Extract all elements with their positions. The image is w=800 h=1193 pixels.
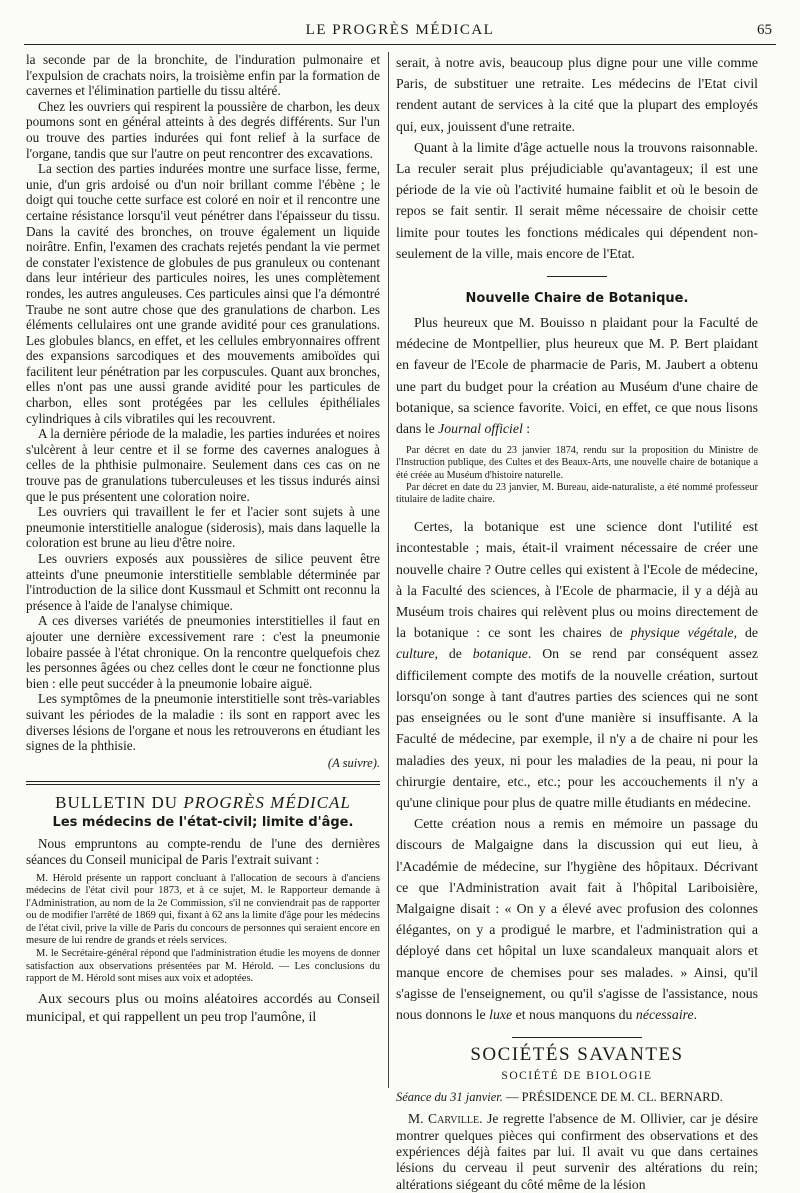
text-run: , de	[434, 646, 462, 662]
session-date: Séance du 31 janvier.	[396, 1090, 503, 1105]
text-run: et nous manquons du	[515, 1006, 633, 1022]
article-paragraph: Les ouvriers exposés aux poussières de silice peuvent être atteints d'une pneumonie interstitielle semblable déterminée par l'introduction de la silice dont Kussmaul et Schmitt ont reconnu la présence à l'aide de l'analyse chimique.	[26, 551, 380, 613]
article-paragraph	[396, 312, 758, 439]
botany-article	[396, 312, 758, 1025]
speaker-name: M. Carville.	[408, 1111, 483, 1127]
text-run: , de	[733, 625, 758, 641]
journal-title: LE PROGRÈS MÉDICAL	[305, 22, 495, 38]
section-rule	[547, 276, 607, 277]
column-divider	[388, 52, 389, 1088]
text-run: .	[693, 1006, 698, 1022]
left-column	[26, 52, 380, 1088]
running-header	[24, 14, 776, 45]
italic-term: culture	[396, 646, 435, 662]
italic-term: luxe	[489, 1006, 513, 1022]
session-presidency: — PRÉSIDENCE DE M. CL. BERNARD.	[506, 1090, 723, 1105]
pneumonia-article	[26, 52, 380, 771]
text-run: Plus heureux que M. Bouisso n plaidant pour la Faculté de médecine de Montpellier, plus heureux que M. P. Bert plaidant en faveur de l'Ecole de pharmacie de Paris, M. Jaubert a obtenu une part du budget pour la création au Muséum d'une chaire de botanique, sa science favorite. Voici, en effet, ce que nous lisons dans le	[396, 315, 758, 437]
quote-paragraph: M. le Secrétaire-général répond que l'administration étudie les moyens de donner satisfaction aux observations présentées par M. Hérold. — Les conclusions du rapport de M. Hérold sont mises aux voix et adoptées.	[26, 948, 380, 985]
article-paragraph: La section des parties indurées montre une surface lisse, ferme, unie, d'un gris ardoisé ou d'un noir brillant comme l'ébène ; le doigt qui touche cette surface est coloré en noir et il rencontre une certaine résistance lorsqu'il veut pénétrer dans l'épaisseur du tissu. Dans la cavité des bronches, on trouve également un liquide noirâtre. Enfin, l'examen des crachats rejetés pendant la vie permet de constater l'existence de globules de pus granuleux ou contenant dans leur intérieur des particules noires, les unes complètement rondes, les autres anguleuses. Ces particules ainsi que l'a démontré Traube ne sont autre chose que des granulations de charbon. Les éléments cellulaires ont une grande avidité pour ces granulations. Les globules blancs, en effet, et les cellules embryonnaires offrent des expansions sarcodiques et des mouvements amiboïdes qui facilitent leur pénétration par les corpuscules. Quant aux bronches, elles n'ont pas une aussi grande avidité pour les particules de charbon, elles sont protégées par les cellules épithéliales cylindriques à cils vibratiles qui les recouvrent.	[26, 161, 380, 426]
article-intro: Nous empruntons au compte-rendu de l'une des dernières séances du Conseil municipal de Paris l'extrait suivant :	[26, 836, 380, 867]
council-quote	[26, 873, 380, 986]
article-paragraph	[396, 813, 758, 1025]
article-paragraph: la seconde par de la bronchite, de l'induration pulmonaire et l'expulsion de crachats noirs, la troisième enfin par la formation de cavernes et l'élimination partielle du tissu altéré.	[26, 52, 380, 99]
societes-savantes-title: SOCIÉTÉS SAVANTES	[470, 1044, 684, 1066]
text-run: Cette création nous a remis en mémoire un passage du discours de Malgaigne dans la discussion qui eut lieu, à l'Académie de médecine, sur l'hygiène des hôpitaux. Décrivant ce que l'Administration avait fait à l'hôpital Lariboisière, Malgaigne disait : « On y a élevé avec profusion des colonnes élégantes, on y a prodigué le marbre, et l'administration qui a déployé dans cet hôpital un luxe scandaleux manquait alors et manque encore de chemises pour ses malades. » Ainsi, qu'il s'agisse de l'enseignement, ou qu'il s'agisse de l'assistance, nous nous donnons le	[396, 816, 758, 1022]
biology-report	[396, 1111, 758, 1193]
decree-paragraph: Par décret en date du 23 janvier 1874, rendu sur la proposition du Ministre de l'Instruction publique, des Cultes et des Beaux-Arts, une nouvelle chaire de botanique a été créée au Muséum d'histoire naturelle.	[396, 445, 758, 481]
text-run: . On se rend par conséquent assez difficilement compte des motifs de la nouvelle création, surtout lorsqu'on songe à tant d'autres parties des sciences qui ne sont pas enseignées ou le sont d'une manière si insuffisante. A la Faculté de médecine, par exemple, il n'y a de chaire ni pour les maladies des yeux, ni pour les maladies de la peau, ni pour la chirurgie dentaire, etc., etc.; pour les accouchements il n'y a qu'une clinique pour plus de quatre mille étudiants en médecine.	[396, 646, 759, 810]
bulletin-title-prefix: BULLETIN DU	[55, 793, 179, 813]
article-paragraph: Les ouvriers qui travaillent le fer et l'acier sont sujets à une pneumonie interstitielle analogue (siderosis), mais dans laquelle la coloration est brune au lieu d'être noire.	[26, 504, 380, 551]
bulletin-title	[26, 793, 380, 813]
bulletin-title-journal: PROGRÈS MÉDICAL	[183, 793, 351, 813]
journal-officiel: Journal officiel	[438, 421, 523, 437]
article-paragraph	[396, 1111, 758, 1193]
etat-civil-continuation	[396, 52, 758, 264]
italic-term: physique végétale	[630, 625, 734, 641]
article-paragraph: serait, à notre avis, beaucoup plus digne pour une ville comme Paris, de substituer une retraite. Les médecins de l'Etat civil rendent autant de services à la cité que la plupart des employés qui, eux, jouissent d'une retraite.	[396, 55, 758, 134]
article-paragraph: A la dernière période de la maladie, les parties indurées et noires s'ulcèrent à leur centre et il se forme des cavernes analogues à celles de la phthisie pulmonaire. Seulement dans ces cas on ne trouve pas de granulations tuberculeuses et les tissus indurés ainsi que le pus présentent une coloration noire.	[26, 426, 380, 504]
section-rule	[26, 781, 380, 785]
quote-paragraph: M. Hérold présente un rapport concluant à l'allocation de secours à d'anciens médecins de l'état civil pour 1873, et à ce sujet, M. le Rapporteur demande à l'Administration, au nom de la 2e Commission, s'il ne conviendrait pas de rapporter ou de modifier l'arrêté de 1869 qui, fixant à 62 ans la limite d'âge pour les médecins de l'état civil, prive la ville de Paris du concours de personnes qui seraient encore en mesure de lui rendre de grands et réels services.	[26, 872, 380, 947]
society-name: SOCIÉTÉ DE BIOLOGIE	[501, 1070, 653, 1083]
article-paragraph	[396, 516, 758, 813]
text-run: Certes, la botanique est une science dont l'utilité est incontestable ; mais, était-il vraiment nécessaire de créer une nouvelle chaire ? Outre celles qui existent à l'Ecole de médecine, à la Faculté des sciences, à l'Ecole de pharmacie, il y a déjà au Muséum trois chaires qui relèvent plus ou moins directement de la botanique : ce sont les chaires de	[396, 519, 758, 641]
chaire-title: Nouvelle Chaire de Botanique.	[465, 291, 689, 307]
etat-civil-article	[26, 836, 380, 1027]
decree-quote	[396, 445, 758, 506]
right-column	[396, 52, 759, 1192]
section-rule	[512, 1037, 642, 1038]
article-paragraph: Quant à la limite d'âge actuelle nous la trouvons raisonnable. La reculer serait plus préjudiciable qu'avantageux; il est une période de la vie où l'activité humaine faiblit et où le besoin de repos se fait sentir. Il serait même nécessaire de choisir cette limite pour toutes les fonctions médicales qui dépendent non-seulement de la ville, mais encore de l'Etat.	[396, 139, 758, 261]
to-be-continued: (A suivre).	[327, 755, 380, 770]
italic-term: botanique	[472, 646, 528, 662]
article-title: Les médecins de l'état-civil; limite d'âge.	[52, 815, 354, 831]
article-paragraph: Chez les ouvriers qui respirent la poussière de charbon, les deux poumons sont en général atteints à des degrés différents. Sur l'un ou trouve des parties indurées qui font relief à la surface de l'organe, tandis que sur l'autre on peut rencontrer des excavations.	[26, 98, 380, 161]
text-run: Je regrette l'absence de M. Ollivier, car je désire montrer quelques pièces qui confirment des observations et des expériences déjà faites par lui. Il avait vu que dans certaines lésions du cerveau il peut survenir des altérations du rein; altérations siégeant du côté même de la lésion	[396, 1111, 759, 1192]
text-run: :	[526, 421, 531, 437]
page-number: 65	[757, 22, 772, 38]
article-paragraph: Aux secours plus ou moins aléatoires accordés au Conseil municipal, et qui rappellent un peu trop l'aumône, il	[26, 991, 380, 1025]
article-paragraph: A ces diverses variétés de pneumonies interstitielles il faut en ajouter une dernière excessivement rare : c'est la pneumonie lobaire passée à l'état chronique. On la rencontre quelquefois chez les personnes âgées ou chez celles dont le cœur ne fonctionne plus bien : elle peut succéder à la pneumonie lobaire aiguë.	[26, 613, 380, 691]
article-paragraph: Les symptômes de la pneumonie interstitielle sont très-variables suivant les périodes de la maladie : ils sont en rapport avec les diverses lésions de l'organe et nous les retrouverons en étudiant les signes de la phthisie.	[26, 691, 380, 754]
session-line	[396, 1090, 758, 1105]
italic-term: nécessaire	[635, 1006, 694, 1022]
decree-paragraph: Par décret en date du 23 janvier, M. Bureau, aide-naturaliste, a été nommé professeur titulaire de ladite chaire.	[396, 481, 758, 506]
